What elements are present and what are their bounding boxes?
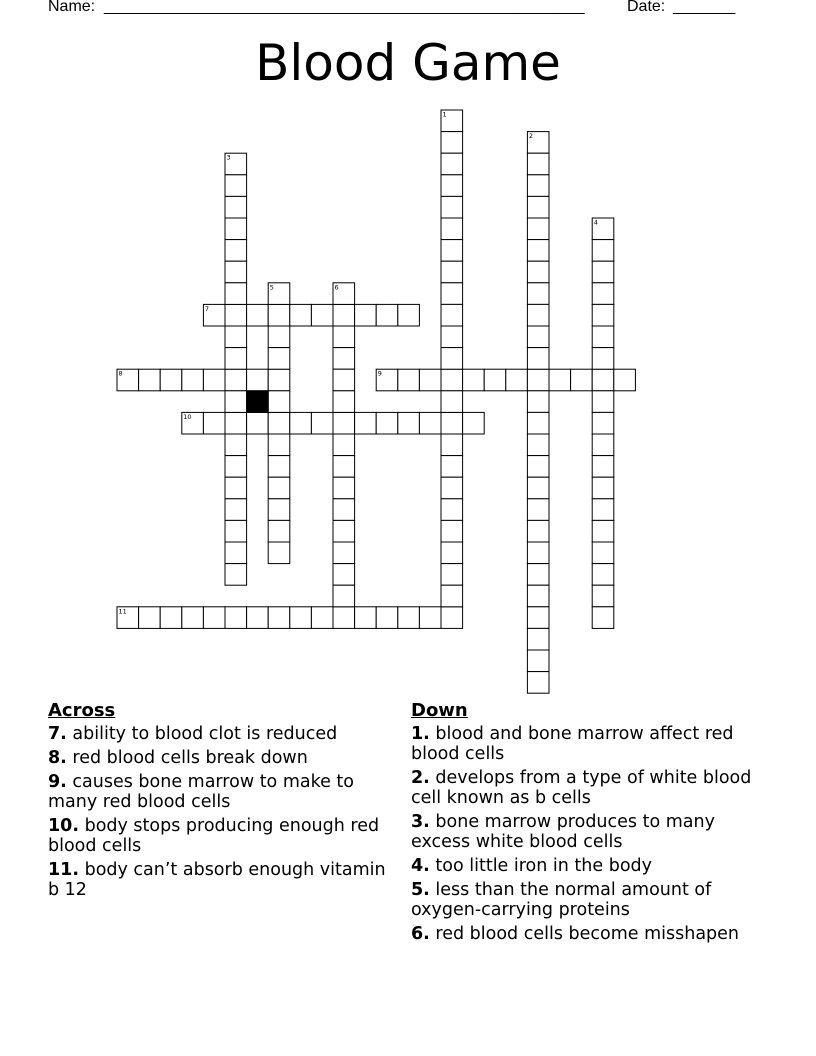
crossword-cell[interactable] xyxy=(203,369,225,391)
crossword-cell[interactable] xyxy=(441,412,463,434)
crossword-cell[interactable] xyxy=(441,520,463,542)
crossword-cell[interactable] xyxy=(225,261,247,283)
crossword-cell[interactable] xyxy=(247,369,269,391)
crossword-cell[interactable] xyxy=(398,412,420,434)
crossword-cell[interactable] xyxy=(376,304,398,326)
clue-text: red blood cells break down xyxy=(72,748,308,768)
crossword-cell[interactable] xyxy=(225,369,247,391)
crossword-cell[interactable] xyxy=(441,456,463,478)
crossword-cell[interactable] xyxy=(441,261,463,283)
cell-number: 2 xyxy=(528,132,534,141)
crossword-cell[interactable] xyxy=(592,607,614,629)
crossword-cell[interactable] xyxy=(225,456,247,478)
crossword-cell[interactable] xyxy=(527,348,549,370)
crossword-cell[interactable] xyxy=(225,607,247,629)
crossword-cell[interactable] xyxy=(441,304,463,326)
crossword-cell[interactable] xyxy=(527,153,549,175)
crossword-cell[interactable] xyxy=(333,348,355,370)
clue-number: 9. xyxy=(48,772,67,792)
down-heading: Down xyxy=(411,700,468,721)
crossword-cell[interactable] xyxy=(441,218,463,240)
crossword-cell[interactable] xyxy=(203,607,225,629)
crossword-cell[interactable] xyxy=(225,564,247,586)
crossword-cell[interactable] xyxy=(160,369,182,391)
crossword-block xyxy=(247,391,269,413)
crossword-cell[interactable] xyxy=(441,477,463,499)
down-clue-4 xyxy=(411,856,771,876)
cell-number: 10 xyxy=(183,412,192,421)
crossword-cell[interactable] xyxy=(527,520,549,542)
crossword-cell[interactable] xyxy=(268,326,290,348)
crossword-cell[interactable] xyxy=(592,520,614,542)
crossword-cell[interactable] xyxy=(268,304,290,326)
crossword-cell[interactable] xyxy=(527,650,549,672)
crossword-cell[interactable] xyxy=(527,434,549,456)
crossword-cell[interactable] xyxy=(225,240,247,262)
crossword-cell[interactable] xyxy=(268,369,290,391)
crossword-cell[interactable] xyxy=(268,434,290,456)
crossword-cell[interactable] xyxy=(441,499,463,521)
clue-text: less than the normal amount of oxygen-carrying proteins xyxy=(411,880,712,920)
crossword-cell[interactable] xyxy=(225,391,247,413)
clue-number: 2. xyxy=(411,768,430,788)
crossword-cell[interactable] xyxy=(592,456,614,478)
crossword-cell[interactable] xyxy=(463,369,485,391)
clue-number: 7. xyxy=(48,724,67,744)
crossword-cell[interactable] xyxy=(592,585,614,607)
crossword-cell[interactable] xyxy=(527,196,549,218)
crossword-cell[interactable] xyxy=(441,348,463,370)
crossword-cell[interactable] xyxy=(355,607,377,629)
crossword-cell[interactable] xyxy=(203,412,225,434)
crossword-cell[interactable] xyxy=(592,261,614,283)
crossword-cell[interactable] xyxy=(506,369,528,391)
crossword-cell[interactable] xyxy=(592,240,614,262)
crossword-cell[interactable] xyxy=(527,585,549,607)
crossword-cell[interactable] xyxy=(592,304,614,326)
crossword-cell[interactable] xyxy=(527,261,549,283)
crossword-cell[interactable] xyxy=(571,369,593,391)
crossword-cell[interactable] xyxy=(355,304,377,326)
crossword-cell[interactable] xyxy=(592,348,614,370)
crossword-cell[interactable] xyxy=(247,412,269,434)
across-clue-8 xyxy=(48,748,398,768)
crossword-cell[interactable] xyxy=(441,175,463,197)
crossword-cell[interactable] xyxy=(398,369,420,391)
crossword-cell[interactable] xyxy=(527,391,549,413)
crossword-cell[interactable] xyxy=(290,607,312,629)
crossword-cell[interactable] xyxy=(419,412,441,434)
clue-text: develops from a type of white blood cell known as b cells xyxy=(411,768,752,808)
crossword-cell[interactable] xyxy=(527,240,549,262)
clue-number: 8. xyxy=(48,748,67,768)
crossword-cell[interactable] xyxy=(527,218,549,240)
clue-text: too little iron in the body xyxy=(435,856,652,876)
crossword-cell[interactable] xyxy=(268,520,290,542)
crossword-cell[interactable] xyxy=(441,542,463,564)
across-clue-9 xyxy=(48,772,398,812)
crossword-cell[interactable] xyxy=(268,542,290,564)
crossword-cell[interactable] xyxy=(592,564,614,586)
crossword-cell[interactable] xyxy=(398,607,420,629)
crossword-cell[interactable] xyxy=(441,153,463,175)
crossword-cell[interactable] xyxy=(225,499,247,521)
crossword-cell[interactable] xyxy=(527,672,549,694)
cell-number: 4 xyxy=(593,218,598,227)
crossword-cell[interactable] xyxy=(441,607,463,629)
crossword-cell[interactable] xyxy=(592,477,614,499)
down-clue-2 xyxy=(411,768,771,808)
crossword-cell[interactable] xyxy=(527,412,549,434)
crossword-cell[interactable] xyxy=(333,585,355,607)
crossword-cell[interactable] xyxy=(527,369,549,391)
clue-text: ability to blood clot is reduced xyxy=(72,724,338,744)
down-clue-3 xyxy=(411,812,771,852)
clue-text: causes bone marrow to make to many red blood cells xyxy=(48,772,355,812)
name-label: Name: xyxy=(48,0,96,15)
crossword-cell[interactable] xyxy=(225,304,247,326)
crossword-cell[interactable] xyxy=(527,456,549,478)
crossword-cell[interactable] xyxy=(333,564,355,586)
crossword-cell[interactable] xyxy=(247,304,269,326)
crossword-cell[interactable] xyxy=(549,369,571,391)
crossword-cell[interactable] xyxy=(592,369,614,391)
crossword-cell[interactable] xyxy=(376,412,398,434)
cell-number: 6 xyxy=(334,283,339,292)
crossword-cell[interactable] xyxy=(225,477,247,499)
crossword-cell[interactable] xyxy=(225,283,247,305)
crossword-cell[interactable] xyxy=(182,607,204,629)
crossword-cell[interactable] xyxy=(419,607,441,629)
crossword-cell[interactable] xyxy=(441,240,463,262)
crossword-cell[interactable] xyxy=(441,196,463,218)
crossword-cell[interactable] xyxy=(527,477,549,499)
crossword-cell[interactable] xyxy=(139,607,161,629)
page-title: Blood Game xyxy=(255,34,561,92)
clue-number: 1. xyxy=(411,724,430,744)
crossword-cell[interactable] xyxy=(333,304,355,326)
crossword-cell[interactable] xyxy=(527,628,549,650)
crossword-cell[interactable] xyxy=(527,564,549,586)
crossword-cell[interactable] xyxy=(463,412,485,434)
crossword-cell[interactable] xyxy=(333,499,355,521)
crossword-cell[interactable] xyxy=(398,304,420,326)
across-heading: Across xyxy=(48,700,116,721)
crossword-cell[interactable] xyxy=(441,564,463,586)
cell-number: 11 xyxy=(118,607,127,616)
crossword-cell[interactable] xyxy=(268,477,290,499)
cell-number: 7 xyxy=(204,304,210,313)
crossword-cell[interactable] xyxy=(592,412,614,434)
clue-text: body can’t absorb enough vitamin b 12 xyxy=(48,860,386,900)
crossword-cell[interactable] xyxy=(247,607,269,629)
crossword-cell[interactable] xyxy=(268,391,290,413)
down-clue-1 xyxy=(411,724,771,764)
crossword-cell[interactable] xyxy=(333,456,355,478)
crossword-cell[interactable] xyxy=(441,132,463,154)
crossword-cell[interactable] xyxy=(225,196,247,218)
crossword-cell[interactable] xyxy=(592,434,614,456)
crossword-cell[interactable] xyxy=(225,520,247,542)
crossword-cell[interactable] xyxy=(225,434,247,456)
crossword-cell[interactable] xyxy=(311,607,333,629)
cell-number: 9 xyxy=(377,369,382,378)
crossword-cell[interactable] xyxy=(355,412,377,434)
crossword-cell[interactable] xyxy=(441,369,463,391)
clue-text: red blood cells become misshapen xyxy=(435,924,740,944)
crossword-cell[interactable] xyxy=(333,412,355,434)
crossword-cell[interactable] xyxy=(527,283,549,305)
crossword-cell[interactable] xyxy=(182,369,204,391)
crossword-cell[interactable] xyxy=(268,499,290,521)
crossword-cell[interactable] xyxy=(160,607,182,629)
crossword-cell[interactable] xyxy=(139,369,161,391)
crossword-cell[interactable] xyxy=(290,412,312,434)
crossword-cell[interactable] xyxy=(527,175,549,197)
clue-number: 3. xyxy=(411,812,430,832)
crossword-cell[interactable] xyxy=(333,391,355,413)
crossword-cell[interactable] xyxy=(441,391,463,413)
crossword-cell[interactable] xyxy=(268,456,290,478)
down-clues xyxy=(411,700,771,948)
crossword-cell[interactable] xyxy=(225,412,247,434)
crossword-cell[interactable] xyxy=(527,542,549,564)
clue-number: 11. xyxy=(48,860,80,880)
crossword-cell[interactable] xyxy=(527,304,549,326)
crossword-cell[interactable] xyxy=(527,499,549,521)
crossword-cell[interactable] xyxy=(311,412,333,434)
crossword-cell[interactable] xyxy=(614,369,636,391)
crossword-cell[interactable] xyxy=(268,348,290,370)
crossword-cell[interactable] xyxy=(225,175,247,197)
clue-number: 6. xyxy=(411,924,430,944)
cell-number: 1 xyxy=(442,110,447,119)
clue-number: 4. xyxy=(411,856,430,876)
across-clue-11 xyxy=(48,860,398,900)
crossword-cell[interactable] xyxy=(333,369,355,391)
down-clue-5 xyxy=(411,880,771,920)
clue-number: 10. xyxy=(48,816,80,836)
clue-text: blood and bone marrow affect red blood cells xyxy=(411,724,734,764)
across-clue-10 xyxy=(48,816,398,856)
down-clue-6 xyxy=(411,924,771,944)
across-clue-7 xyxy=(48,724,398,744)
crossword-cell[interactable] xyxy=(441,283,463,305)
crossword-cell[interactable] xyxy=(527,607,549,629)
crossword-cell[interactable] xyxy=(333,477,355,499)
crossword-cell[interactable] xyxy=(225,348,247,370)
crossword-cell[interactable] xyxy=(268,412,290,434)
crossword-cell[interactable] xyxy=(592,499,614,521)
crossword-cell[interactable] xyxy=(225,542,247,564)
crossword-cell[interactable] xyxy=(441,326,463,348)
crossword-cell[interactable] xyxy=(419,369,441,391)
clue-text: bone marrow produces to many excess white blood cells xyxy=(411,812,715,852)
cell-number: 3 xyxy=(226,153,231,162)
crossword-cell[interactable] xyxy=(333,326,355,348)
crossword-cell[interactable] xyxy=(527,326,549,348)
crossword-cell[interactable] xyxy=(290,304,312,326)
crossword-cell[interactable] xyxy=(333,520,355,542)
crossword-cell[interactable] xyxy=(333,542,355,564)
cell-number: 5 xyxy=(269,283,274,292)
crossword-cell[interactable] xyxy=(376,607,398,629)
date-line[interactable]: _______ xyxy=(673,0,736,15)
clue-text: body stops producing enough red blood cells xyxy=(48,816,380,856)
name-line[interactable]: ______________________________________________________ xyxy=(104,0,585,15)
crossword-cell[interactable] xyxy=(441,434,463,456)
crossword-cell[interactable] xyxy=(333,607,355,629)
crossword-cell[interactable] xyxy=(225,218,247,240)
crossword-cell[interactable] xyxy=(268,607,290,629)
date-label: Date: xyxy=(627,0,666,15)
crossword-cell[interactable] xyxy=(592,283,614,305)
crossword-cell[interactable] xyxy=(592,326,614,348)
across-clues xyxy=(48,700,398,904)
crossword-cell[interactable] xyxy=(333,434,355,456)
crossword-cell[interactable] xyxy=(225,326,247,348)
cell-number: 8 xyxy=(118,369,123,378)
crossword-cell[interactable] xyxy=(441,585,463,607)
crossword-cell[interactable] xyxy=(484,369,506,391)
crossword-cell[interactable] xyxy=(311,304,333,326)
crossword-cell[interactable] xyxy=(592,391,614,413)
clue-number: 5. xyxy=(411,880,430,900)
crossword-cell[interactable] xyxy=(592,542,614,564)
